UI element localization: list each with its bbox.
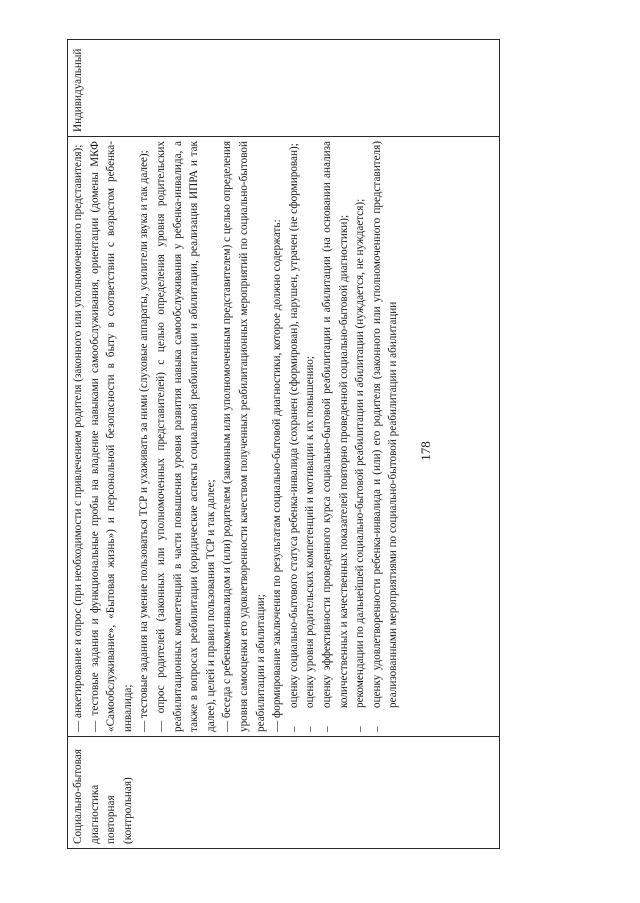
- table-row: [68, 40, 500, 849]
- dash-list-item: [369, 141, 402, 732]
- rotated-table-container: [67, 39, 500, 849]
- dash-item-text: оценку уровня родительских компетенций и мотивации к их повышению;: [304, 356, 317, 708]
- dash-marker: –: [304, 726, 317, 732]
- content-paragraph: — тестовые задания и функциональные пробы на владение навыками самообслуживания, ориентации (домены МКФ «Самообслуживание», «Бытовая жизнь») и персональной безопасности в быту в соответствии с возрастом ребенка-инвалида;: [88, 141, 134, 732]
- rehabilitation-table: [67, 39, 500, 849]
- stage-line: диагностика: [88, 784, 101, 844]
- stage-cell: [68, 737, 500, 849]
- dash-marker: –: [320, 726, 333, 732]
- dash-item-text: оценку социально-бытового статуса ребенка-инвалида (сохранен (сформирован), нарушен, утрачен (не сформирован);: [287, 143, 300, 708]
- form-label: Индивидуальный: [72, 48, 84, 132]
- stage-line: (контрольная): [121, 777, 134, 844]
- dash-marker: –: [370, 726, 383, 732]
- dash-item-text: оценку эффективности проведенного курса социально-бытовой реабилитации и абилитации (на основании анализа количественных и качественных показателей повторно проведенной социально-бытовой диагностики);: [320, 141, 350, 708]
- dash-marker: –: [354, 726, 367, 732]
- dash-list-item: [352, 141, 369, 732]
- dash-list-item: [286, 141, 303, 732]
- dash-marker: –: [287, 726, 300, 732]
- form-cell: [68, 40, 500, 137]
- dash-item-text: оценку удовлетворенности ребенка-инвалида и (или) его родителя (законного или уполномоченного представителя) реализованными мероприятиями по социально-бытовой реабилитации и абилитации: [370, 141, 400, 708]
- stage-line: повторная: [105, 795, 118, 844]
- content-paragraph: — беседа с ребенком-инвалидом и (или) родителем (законным или уполномоченным представителем) с целью определения уровня самооценки его удовлетворенности качеством полученных реабилитационных мероприятий по социально-бытовой реабилитации и абилитации;: [221, 141, 267, 732]
- dash-item-text: рекомендации по дальнейшей социально-бытовой реабилитации и абилитации (нуждается, не нуждается);: [354, 198, 367, 708]
- dash-list-item: [302, 141, 319, 732]
- content-paragraph: — анкетирование и опрос (при необходимости с привлечением родителя (законного или уполномоченного представителя);: [72, 144, 84, 732]
- content-cell: [68, 137, 500, 737]
- stage-line: Социально-бытовая: [72, 749, 84, 844]
- content-paragraph: — опрос родителей (законных или уполномоченных представителей) с целью определения уровня родительских реабилитационных компетенций в части повышения уровня развития навыка самообслуживания у ребенка-инвалида, а также в вопросах реабилитации (юридические аспекты социальной реабилитации и абилитации, реализация ИПРА и так далее), целей и правил пользования ТСР и так далее;: [154, 141, 217, 732]
- page-number: 178: [418, 441, 433, 461]
- dash-list-item: [319, 141, 352, 732]
- content-paragraph: — формирование заключения по результатам социально-бытовой диагностики, которое должно содержать:: [271, 219, 284, 732]
- content-paragraph: — тестовые задания на умение пользоваться ТСР и ухаживать за ними (слуховые аппараты, усилители звука и так далее);: [138, 150, 151, 732]
